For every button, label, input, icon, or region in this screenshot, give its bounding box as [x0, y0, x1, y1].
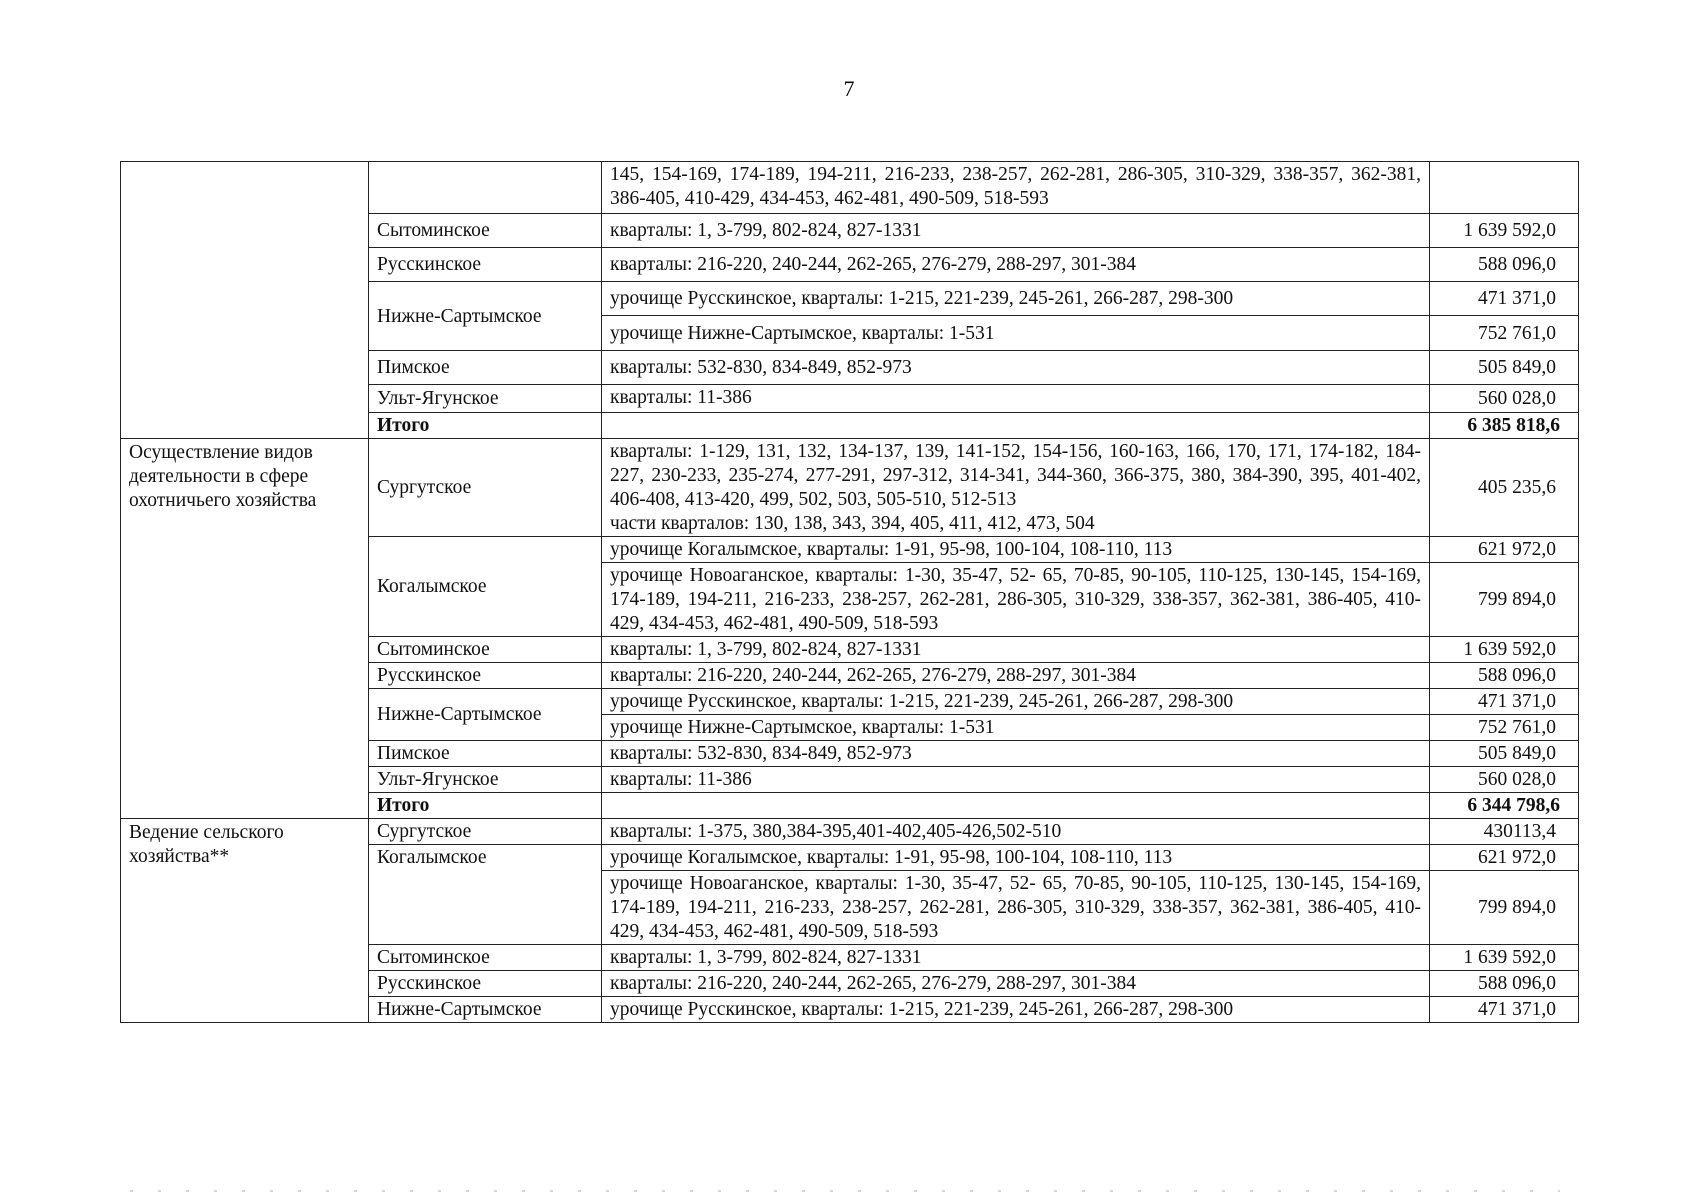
purpose-cell: Ведение сельского хозяйства**: [121, 819, 369, 1023]
area-cell: Нижне-Сартымское: [369, 282, 602, 351]
value-cell: 430113,4: [1430, 819, 1579, 845]
scan-noise-divider: [130, 1190, 1560, 1192]
quarters-cell: кварталы: 11-386: [602, 767, 1430, 793]
area-cell: Сытоминское: [369, 214, 602, 248]
quarters-cell: кварталы: 532-830, 834-849, 852-973: [602, 741, 1430, 767]
value-cell: 752 761,0: [1430, 316, 1579, 351]
value-cell: 405 235,6: [1430, 439, 1579, 537]
total-value: 6 344 798,6: [1430, 793, 1579, 819]
quarters-text: кварталы: 1-129, 131, 132, 134-137, 139, 141-152, 154-156, 160-163, 166, 170, 171, 174-182, 184-227, 230-233, 235-274, 277-291, 297-312, 314-341, 344-360, 366-375, 380, 384-390, 395, 401-402, 406-408, 413-420, 499, 502, 503, 505-510, 512-513: [610, 441, 1421, 510]
quarters-cell: кварталы: 216-220, 240-244, 262-265, 276-279, 288-297, 301-384: [602, 663, 1430, 689]
area-cell: Ульт-Ягунское: [369, 767, 602, 793]
purpose-cell: Осуществление видов деятельности в сфере охотничьего хозяйства: [121, 439, 369, 819]
quarters-cell: урочище Новоаганское, кварталы: 1-30, 35-47, 52- 65, 70-85, 90-105, 110-125, 130-145, 154-169, 174-189, 194-211, 216-233, 238-257, 262-281, 286-305, 310-329, 338-357, 362-381, 386-405, 410-429, 434-453, 462-481, 490-509, 518-593: [602, 871, 1430, 945]
quarters-cell: кварталы: 216-220, 240-244, 262-265, 276-279, 288-297, 301-384: [602, 248, 1430, 282]
quarters-cell: урочище Русскинское, кварталы: 1-215, 221-239, 245-261, 266-287, 298-300: [602, 997, 1430, 1023]
value-cell: 1 639 592,0: [1430, 214, 1579, 248]
area-cell: Ульт-Ягунское: [369, 385, 602, 413]
value-cell: 471 371,0: [1430, 282, 1579, 316]
quarters-cell: урочище Нижне-Сартымское, кварталы: 1-531: [602, 715, 1430, 741]
value-cell: 588 096,0: [1430, 663, 1579, 689]
page-number: 7: [843, 76, 855, 101]
area-cell: Нижне-Сартымское: [369, 997, 602, 1023]
quarters-cell: урочище Русскинское, кварталы: 1-215, 221-239, 245-261, 266-287, 298-300: [602, 282, 1430, 316]
value-cell: 799 894,0: [1430, 871, 1579, 945]
value-cell: 560 028,0: [1430, 767, 1579, 793]
area-cell: Русскинское: [369, 663, 602, 689]
area-cell: Сытоминское: [369, 945, 602, 971]
table-row: [121, 162, 1579, 214]
total-label: Итого: [369, 793, 602, 819]
quarters-cell-empty: [602, 793, 1430, 819]
value-cell-empty: [1430, 162, 1579, 214]
area-cell: Пимское: [369, 741, 602, 767]
value-cell: 799 894,0: [1430, 563, 1579, 637]
quarters-cell: урочище Русскинское, кварталы: 1-215, 221-239, 245-261, 266-287, 298-300: [602, 689, 1430, 715]
value-cell: 505 849,0: [1430, 351, 1579, 385]
area-cell: Когалымское: [369, 845, 602, 945]
purpose-cell-empty: [121, 162, 369, 439]
value-cell: 588 096,0: [1430, 248, 1579, 282]
value-cell: 621 972,0: [1430, 537, 1579, 563]
value-cell: 471 371,0: [1430, 689, 1579, 715]
area-cell-empty: [369, 162, 602, 214]
area-cell: Русскинское: [369, 248, 602, 282]
total-label: Итого: [369, 413, 602, 439]
table-row: [121, 439, 1579, 537]
quarters-cell: кварталы: 216-220, 240-244, 262-265, 276-279, 288-297, 301-384: [602, 971, 1430, 997]
quarters-cell: кварталы: 532-830, 834-849, 852-973: [602, 351, 1430, 385]
area-cell: Сургутское: [369, 819, 602, 845]
quarters-cell: кварталы: 1, 3-799, 802-824, 827-1331: [602, 214, 1430, 248]
area-cell: Сытоминское: [369, 637, 602, 663]
quarters-cell: урочище Нижне-Сартымское, кварталы: 1-531: [602, 316, 1430, 351]
quarters-cell: 145, 154-169, 174-189, 194-211, 216-233, 238-257, 262-281, 286-305, 310-329, 338-357, 362-381, 386-405, 410-429, 434-453, 462-481, 490-509, 518-593: [602, 162, 1430, 214]
quarters-cell: кварталы: 1, 3-799, 802-824, 827-1331: [602, 945, 1430, 971]
area-cell: Русскинское: [369, 971, 602, 997]
quarters-cell: [602, 439, 1430, 537]
table-row: [121, 819, 1579, 845]
area-cell: Сургутское: [369, 439, 602, 537]
quarters-cell-empty: [602, 413, 1430, 439]
quarters-cell: кварталы: 11-386: [602, 385, 1430, 413]
forest-areas-table: [120, 161, 1579, 1023]
quarters-cell: кварталы: 1-375, 380,384-395,401-402,405-426,502-510: [602, 819, 1430, 845]
quarter-parts-text: части кварталов: 130, 138, 343, 394, 405, 411, 412, 473, 504: [610, 513, 1095, 534]
area-cell: Нижне-Сартымское: [369, 689, 602, 741]
quarters-cell: кварталы: 1, 3-799, 802-824, 827-1331: [602, 637, 1430, 663]
value-cell: 1 639 592,0: [1430, 945, 1579, 971]
value-cell: 505 849,0: [1430, 741, 1579, 767]
value-cell: 621 972,0: [1430, 845, 1579, 871]
total-value: 6 385 818,6: [1430, 413, 1579, 439]
value-cell: 471 371,0: [1430, 997, 1579, 1023]
value-cell: 560 028,0: [1430, 385, 1579, 413]
area-cell: Когалымское: [369, 537, 602, 637]
quarters-cell: урочище Когалымское, кварталы: 1-91, 95-98, 100-104, 108-110, 113: [602, 537, 1430, 563]
value-cell: 588 096,0: [1430, 971, 1579, 997]
value-cell: 752 761,0: [1430, 715, 1579, 741]
area-cell: Пимское: [369, 351, 602, 385]
quarters-cell: урочище Когалымское, кварталы: 1-91, 95-98, 100-104, 108-110, 113: [602, 845, 1430, 871]
quarters-cell: урочище Новоаганское, кварталы: 1-30, 35-47, 52- 65, 70-85, 90-105, 110-125, 130-145, 154-169, 174-189, 194-211, 216-233, 238-257, 262-281, 286-305, 310-329, 338-357, 362-381, 386-405, 410-429, 434-453, 462-481, 490-509, 518-593: [602, 563, 1430, 637]
value-cell: 1 639 592,0: [1430, 637, 1579, 663]
